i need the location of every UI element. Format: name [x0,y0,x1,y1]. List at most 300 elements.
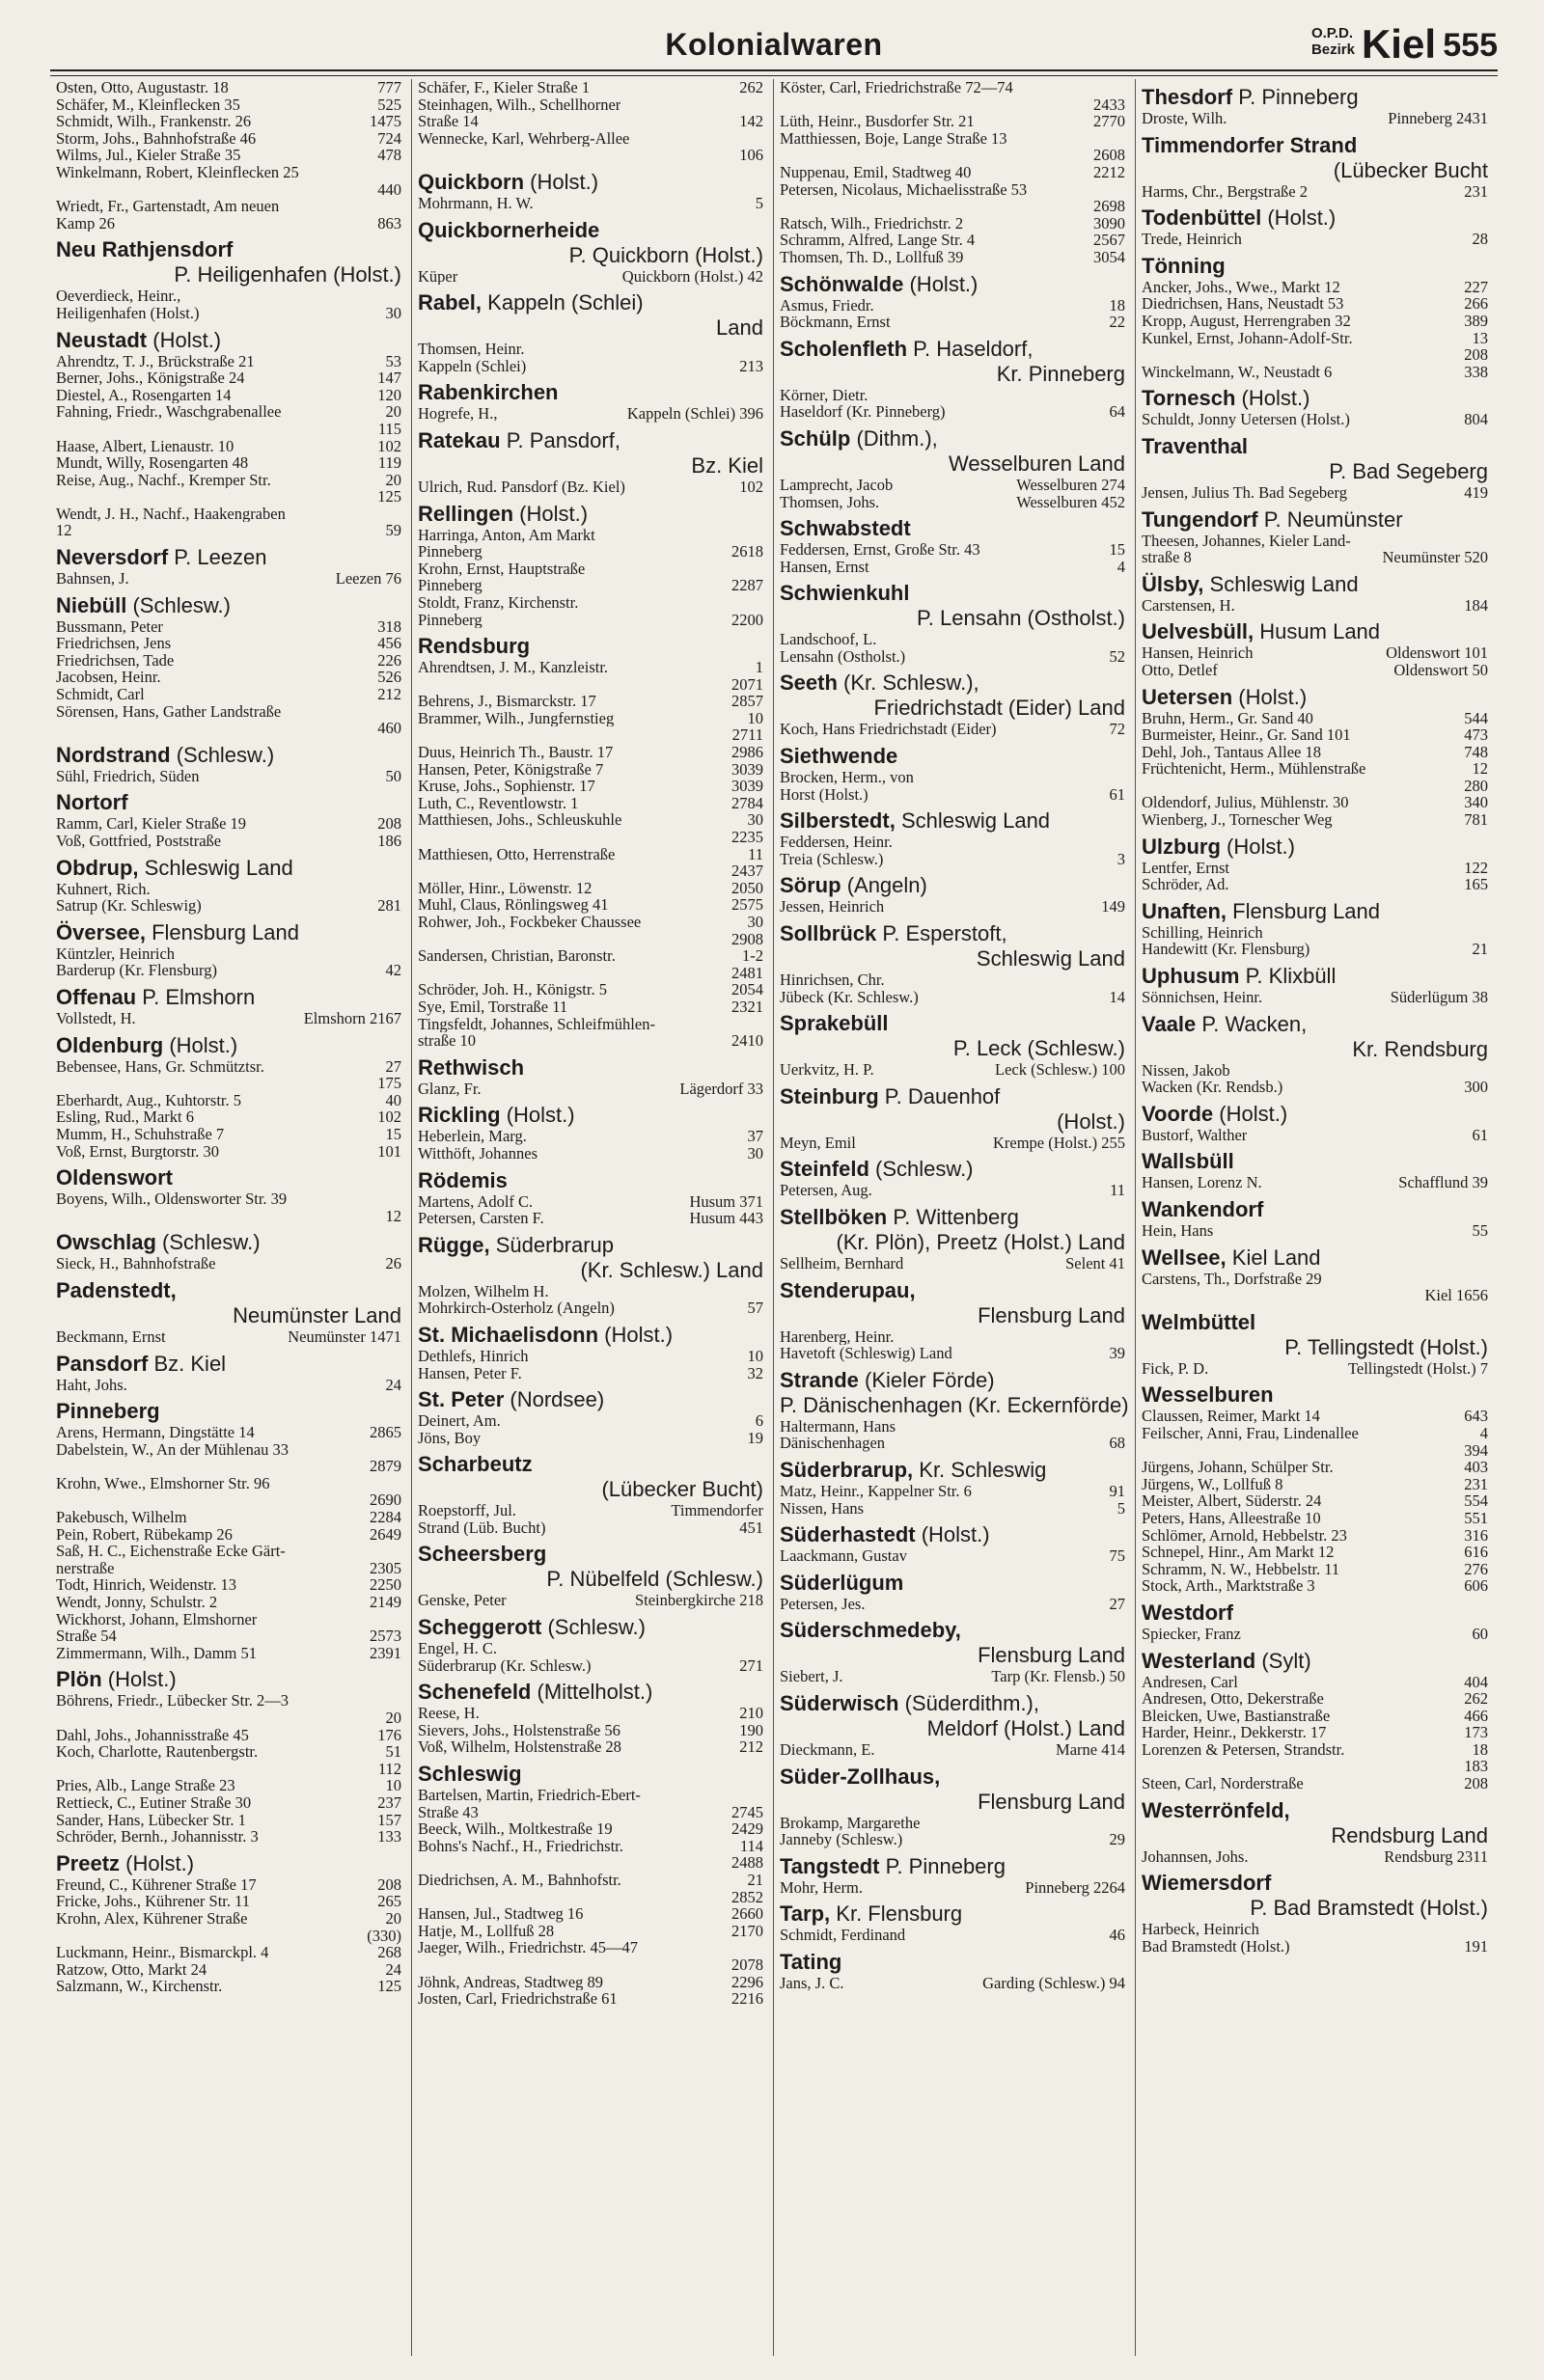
entry-name: Duus, Heinrich Th., Baustr. 17 [418,744,614,761]
phone-number: Leezen 76 [335,569,401,588]
phone-number: 51 [385,1742,401,1762]
list-item [780,477,1125,494]
phone-number: 147 [377,369,401,388]
list-item [418,811,763,829]
entry-name: Matz, Heinr., Kappelner Str. 6 [780,1482,972,1500]
phone-number: 15 [1109,540,1125,560]
place-heading [56,1352,401,1377]
entry-continuation [780,96,1125,114]
list-item [56,1645,401,1662]
phone-number: 72 [1109,720,1125,739]
place-heading [1142,1149,1488,1174]
list-item [1142,549,1488,566]
phone-number: 394 [1464,1440,1488,1460]
place-name: Rethwisch [418,1054,525,1080]
list-item [56,1727,401,1744]
entry-name: Lamprecht, Jacob [780,476,894,494]
phone-number: 13 [1472,328,1488,347]
phone-number: 2649 [370,1524,401,1544]
list-item [56,1794,401,1812]
place-region: Husum Land [1259,619,1381,644]
phone-number: 114 [739,1836,763,1855]
phone-number: 2770 [1093,112,1125,131]
place-region: Kiel Land [1231,1245,1321,1270]
place-region: (Holst.) [107,1667,177,1692]
place-name: Silberstedt, [780,808,896,834]
list-item [1142,1127,1488,1144]
place-heading [1142,386,1488,411]
place-name: Oldenburg [56,1032,164,1057]
entry-name: Voß, Wilhelm, Holstenstraße 28 [418,1738,621,1757]
phone-number: 11 [1110,1181,1125,1200]
place-region: (Holst.) [1238,684,1308,709]
place-region: (Holst.) [921,1522,990,1547]
list-item [418,130,763,148]
list-item [56,833,401,850]
place-heading [418,1387,763,1412]
phone-number: Neumünster 520 [1382,548,1488,567]
place-name: Steinfeld [780,1157,869,1182]
place-heading [780,1157,1125,1182]
phone-number: 101 [377,1141,401,1161]
entry-name: Reise, Aug., Nachf., Kremper Str. [56,471,271,489]
list-item [1142,726,1488,744]
entry-name: Pinneberg [418,543,482,561]
phone-number: Quickborn (Holst.) 42 [621,266,763,286]
phone-number: 26 [385,1254,401,1273]
entry-name: Hansen, Heinrich [1142,644,1254,662]
entry-name: Barderup (Kr. Flensburg) [56,962,217,979]
entry-continuation [56,1928,401,1945]
place-heading [56,1033,401,1058]
place-heading [56,1851,401,1876]
place-name: Tönning [1142,253,1226,278]
place-region: P. Wacken, [1201,1011,1308,1036]
entry-continuation [56,720,401,737]
list-item [56,1190,401,1208]
list-item [780,1831,1125,1848]
list-item [780,834,1125,851]
phone-number [398,1441,401,1459]
place-name: Sörup [780,873,841,898]
entry-continuation [780,147,1125,164]
place-heading [418,428,763,479]
phone-number: 20 [385,1709,401,1727]
phone-number: 102 [739,477,763,496]
list-item [780,314,1125,331]
list-item [56,897,401,915]
entry-name: Haltermann, Hans [780,1417,896,1436]
place-heading [418,170,763,195]
entry-name: Sellheim, Bernhard [780,1255,904,1272]
phone-number [759,1640,763,1657]
phone-number: Kappeln (Schlei) 396 [626,404,763,424]
place-heading [780,873,1125,898]
place-heading [1142,1382,1488,1408]
district-label [1311,25,1355,58]
place-heading [418,1542,763,1592]
list-item [1142,1741,1488,1759]
list-item [780,559,1125,576]
phone-number: 456 [377,634,401,653]
list-item [56,369,401,387]
list-item [56,570,401,588]
phone-number: 112 [377,1759,401,1778]
phone-number: 227 [1464,277,1488,296]
bezirk-label: Bezirk [1310,41,1355,58]
entry-name: Wennecke, Karl, Wehrberg-Allee [418,129,630,148]
phone-number: 473 [1464,725,1488,745]
entry-name: Schnepel, Hinr., Am Markt 12 [1142,1544,1335,1561]
place-heading [1142,1197,1488,1222]
list-item [418,999,763,1016]
place-postal: (Lübecker Bucht [1333,157,1488,182]
entry-continuation [418,676,763,694]
place-heading [780,1764,1125,1815]
phone-number: 27 [1109,1594,1125,1613]
phone-number: 165 [1464,875,1488,894]
entry-name: Lensahn (Ostholst.) [780,647,906,666]
list-item [1142,279,1488,296]
list-item [56,1509,401,1526]
entry-continuation [56,488,401,506]
entry-name: Schmidt, Ferdinand [780,1927,906,1944]
entry-name: straße 8 [1142,549,1192,566]
place-heading [418,1323,763,1348]
list-item [1142,1561,1488,1578]
place-name: Quickborn [418,169,525,194]
entry-name: Lentfer, Ernst [1142,859,1229,877]
phone-number: 212 [377,685,401,704]
phone-number [1121,834,1125,851]
list-item [56,1961,401,1979]
entry-name: Thomsen, Heinr. [418,341,525,358]
phone-number: 190 [739,1720,763,1739]
entry-name: Jessen, Heinrich [780,898,885,916]
list-item [418,341,763,358]
phone-number: 265 [377,1892,401,1911]
phone-number: 389 [1464,311,1488,330]
phone-number: 2429 [731,1819,763,1839]
phone-number: Oldenswort 101 [1386,643,1488,663]
entry-continuation [56,181,401,199]
entry-name: Genske, Peter [418,1592,507,1610]
entry-name: Nissen, Hans [780,1499,865,1518]
list-item [1142,597,1488,615]
place-region: (Holst.) [169,1032,238,1057]
entry-continuation [56,421,401,438]
phone-number: 606 [1464,1576,1488,1596]
list-item [780,1255,1125,1272]
phone-number: Garding (Schlesw.) 94 [982,1973,1125,1992]
place-region: Kr. Schleswig [919,1457,1047,1482]
entry-name: Wilms, Jul., Kieler Straße 35 [56,147,241,164]
phone-number: 175 [377,1074,401,1093]
list-item [780,164,1125,181]
list-item [780,215,1125,233]
list-item [780,989,1125,1006]
place-heading [1142,1649,1488,1674]
place-heading [1142,85,1488,110]
phone-number [398,945,401,963]
phone-number [1121,79,1125,96]
place-name: Schleswig [418,1762,522,1787]
place-heading [780,581,1125,631]
place-name: Scheggerott [418,1615,542,1640]
place-name: Ulzburg [1142,834,1221,859]
list-item [56,1441,401,1459]
phone-number: 551 [1464,1508,1488,1527]
list-item [418,561,763,578]
phone-number [759,527,763,544]
entry-name: Havetoft (Schleswig) Land [780,1345,952,1362]
list-item [780,1975,1125,1992]
list-item [56,1126,401,1143]
place-name: Niebüll [56,592,127,617]
entry-name: Oeverdieck, Heinr., [56,287,181,305]
entry-name: Fahning, Friedr., Waschgrabenallee [56,403,282,421]
place-region: (Holst.) [1219,1101,1288,1126]
place-region: (Holst.) [1241,386,1310,411]
phone-number: 106 [739,146,763,165]
phone-number: 40 [385,1090,401,1109]
phone-number: 61 [1109,784,1125,804]
place-name: Neu Rathjensdorf [56,237,234,262]
place-heading [780,808,1125,834]
place-heading [780,516,1125,541]
phone-number [1484,533,1488,550]
column-3 [774,79,1136,2356]
phone-number [1121,130,1125,148]
place-postal: P. Bad Segeberg [1329,458,1488,483]
place-region: (Holst.) [506,1103,575,1128]
place-name: Tarp, [780,1901,831,1927]
phone-number: 3039 [731,759,763,779]
place-region: (Schlesw.) [176,742,275,767]
place-region: (Schlesw.) [547,1615,646,1640]
place-name: Seeth [780,670,838,696]
entry-name: Dabelstein, W., An der Mühlenau 33 [56,1440,290,1459]
place-name: Süderwisch [780,1690,899,1715]
phone-number: 1 [755,658,763,677]
list-item [780,1547,1125,1565]
list-item [1142,989,1488,1006]
place-name: Süder-Zollhaus, [780,1764,941,1789]
list-item [418,1939,763,1956]
entry-name: Kamp 26 [56,214,115,233]
list-item [418,1365,763,1382]
place-name: Nordstrand [56,742,171,767]
place-postal: P. Nübelfeld (Schlesw.) [546,1567,763,1592]
phone-number: 15 [385,1124,401,1143]
list-item [56,1812,401,1829]
place-postal: Wesselburen Land [948,451,1125,476]
entry-name: Schmidt, Carl [56,686,145,703]
entry-name: Fick, P. D. [1142,1359,1209,1378]
list-item [56,454,401,472]
entry-name: Harms, Chr., Bergstraße 2 [1142,182,1309,201]
phone-number: 1-2 [742,946,763,966]
list-item [56,506,401,523]
entry-name: Bustorf, Walther [1142,1126,1248,1144]
place-heading [418,1233,763,1283]
entry-name: Otto, Detlef [1142,661,1218,679]
place-heading [418,1680,763,1705]
list-item [418,1145,763,1163]
place-region: (Sylt) [1261,1648,1311,1673]
place-name: Wankendorf [1142,1197,1264,1221]
phone-number: 4 [1479,1423,1488,1442]
place-heading [780,1571,1125,1596]
phone-number: 142 [739,112,763,131]
list-item [1142,876,1488,893]
opd-label: O.P.D. [1310,25,1354,41]
list-item [56,472,401,489]
place-postal: Kr. Pinneberg [996,361,1125,386]
place-heading [780,1950,1125,1975]
phone-number: 280 [1464,776,1488,795]
phone-number: 262 [1464,1689,1488,1709]
phone-number: Timmendorfer [671,1501,763,1520]
phone-number: 478 [377,146,401,165]
list-item [56,1328,401,1346]
entry-name: Wendt, Jonny, Schulstr. 2 [56,1594,218,1611]
place-region: P. Pansdorf, [506,427,620,452]
place-heading [1142,1012,1488,1062]
phone-number: 804 [1464,410,1488,429]
entry-name: Janneby (Schlesw.) [780,1831,903,1848]
list-item [418,79,763,96]
place-heading [56,237,401,287]
place-name: Traventhal [1142,433,1249,458]
entry-name: Steen, Carl, Norderstraße [1142,1775,1304,1792]
entry-name: Dethlefs, Hinrich [418,1347,529,1365]
entry-name: Asmus, Friedr. [780,296,874,315]
phone-number: 11 [748,844,763,863]
place-region: Schleswig Land [1209,571,1359,596]
entry-name: Kuhnert, Rich. [56,880,151,898]
phone-number: 14 [1109,987,1125,1006]
place-region: (Holst.) [1267,205,1337,231]
phone-number: 27 [385,1056,401,1076]
entry-name: Böckmann, Ernst [780,314,891,331]
list-item [1142,860,1488,877]
entry-name: Bussmann, Peter [56,617,163,636]
phone-number: 404 [1464,1672,1488,1691]
entry-name: Bleicken, Uwe, Bastianstraße [1142,1707,1331,1725]
place-postal: P. Dänischenhagen (Kr. Eckernförde) [780,1392,1129,1417]
phone-number: 210 [739,1704,763,1723]
list-item [1142,533,1488,550]
place-name: Wesselburen [1142,1382,1274,1408]
place-region: (Kr. Schlesw.), [843,670,979,696]
place-name: Voorde [1142,1101,1214,1126]
list-item [1142,1921,1488,1938]
phone-number: 125 [377,487,401,506]
place-name: Wiemersdorf [1142,1871,1272,1896]
place-heading [780,1205,1125,1255]
phone-number: 19 [747,1428,763,1447]
entry-name: Muhl, Claus, Rönlingsweg 41 [418,896,609,914]
place-postal: (Kr. Schlesw.) Land [580,1257,763,1282]
entry-name: Lüth, Heinr., Busdorfer Str. 21 [780,113,975,130]
phone-number: 53 [385,351,401,370]
list-item [1142,1476,1488,1493]
list-item [418,195,763,212]
entry-name: Feddersen, Ernst, Große Str. 43 [780,541,980,559]
list-item [1142,1527,1488,1545]
place-region: P. Pinneberg [1238,85,1359,109]
entry-name: Hein, Hans [1142,1222,1214,1240]
entry-continuation [1142,346,1488,364]
phone-number: 266 [1464,294,1488,314]
place-heading [1142,205,1488,231]
list-item [56,1876,401,1894]
entry-name: Ratsch, Wilh., Friedrichstr. 2 [780,214,964,233]
entry-continuation [56,1075,401,1092]
phone-number [1484,1271,1488,1288]
place-name: Padenstedt, [56,1277,177,1302]
place-region: P. Klixbüll [1245,964,1337,989]
phone-number: 208 [1464,345,1488,365]
phone-number: Husum 371 [689,1191,763,1211]
entry-name: Jensen, Julius Th. Bad Segeberg [1142,483,1347,502]
phone-number [1121,387,1125,404]
place-name: Süderhastedt [780,1522,916,1547]
phone-number: 125 [377,1977,401,1996]
entry-name: Sievers, Johs., Holstenstraße 56 [418,1721,620,1739]
entry-name: Thomsen, Johs. [780,493,880,511]
list-item [56,945,401,963]
entry-name: Kappeln (Schlei) [418,357,527,375]
phone-number: 2698 [1093,197,1125,216]
place-heading [1142,572,1488,597]
place-heading [418,290,763,341]
phone-number [398,703,401,721]
phone-number: 2071 [731,674,763,694]
place-postal: P. Tellingstedt (Holst.) [1284,1334,1488,1359]
list-item [56,1543,401,1560]
entry-name: Droste, Wilh. [1142,110,1227,127]
place-name: Neversdorf [56,545,169,570]
list-item [1142,183,1488,201]
phone-number [759,341,763,358]
place-region: (Holst.) [125,1850,195,1875]
list-item [418,527,763,544]
list-item [780,130,1125,148]
entry-name: Hansen, Lorenz N. [1142,1174,1262,1191]
phone-number: 184 [1464,595,1488,615]
list-item [56,1560,401,1577]
entry-name: Feddersen, Heinr. [780,834,893,851]
entry-name: Todt, Hinrich, Weidenstr. 13 [56,1576,236,1595]
entry-name: Brocken, Herm., von [780,769,914,786]
place-heading [418,634,763,659]
phone-number: 133 [377,1827,401,1847]
phone-number [1121,1328,1125,1346]
phone-number: 68 [1109,1434,1125,1453]
entry-name: Jacobsen, Heinr. [56,669,161,687]
entry-name: Harringa, Anton, Am Markt [418,526,595,544]
phone-number: 4 [1117,557,1125,576]
entry-name: Ancker, Johs., Wwe., Markt 12 [1142,278,1340,296]
entry-name: Josten, Carl, Friedrichstraße 61 [418,1990,618,2008]
list-item [56,438,401,455]
place-region: (Dithm.), [856,425,938,451]
entry-name: Bartelsen, Martin, Friedrich-Ebert- [418,1787,641,1804]
place-region: (Angeln) [846,873,927,898]
list-item [56,522,401,539]
